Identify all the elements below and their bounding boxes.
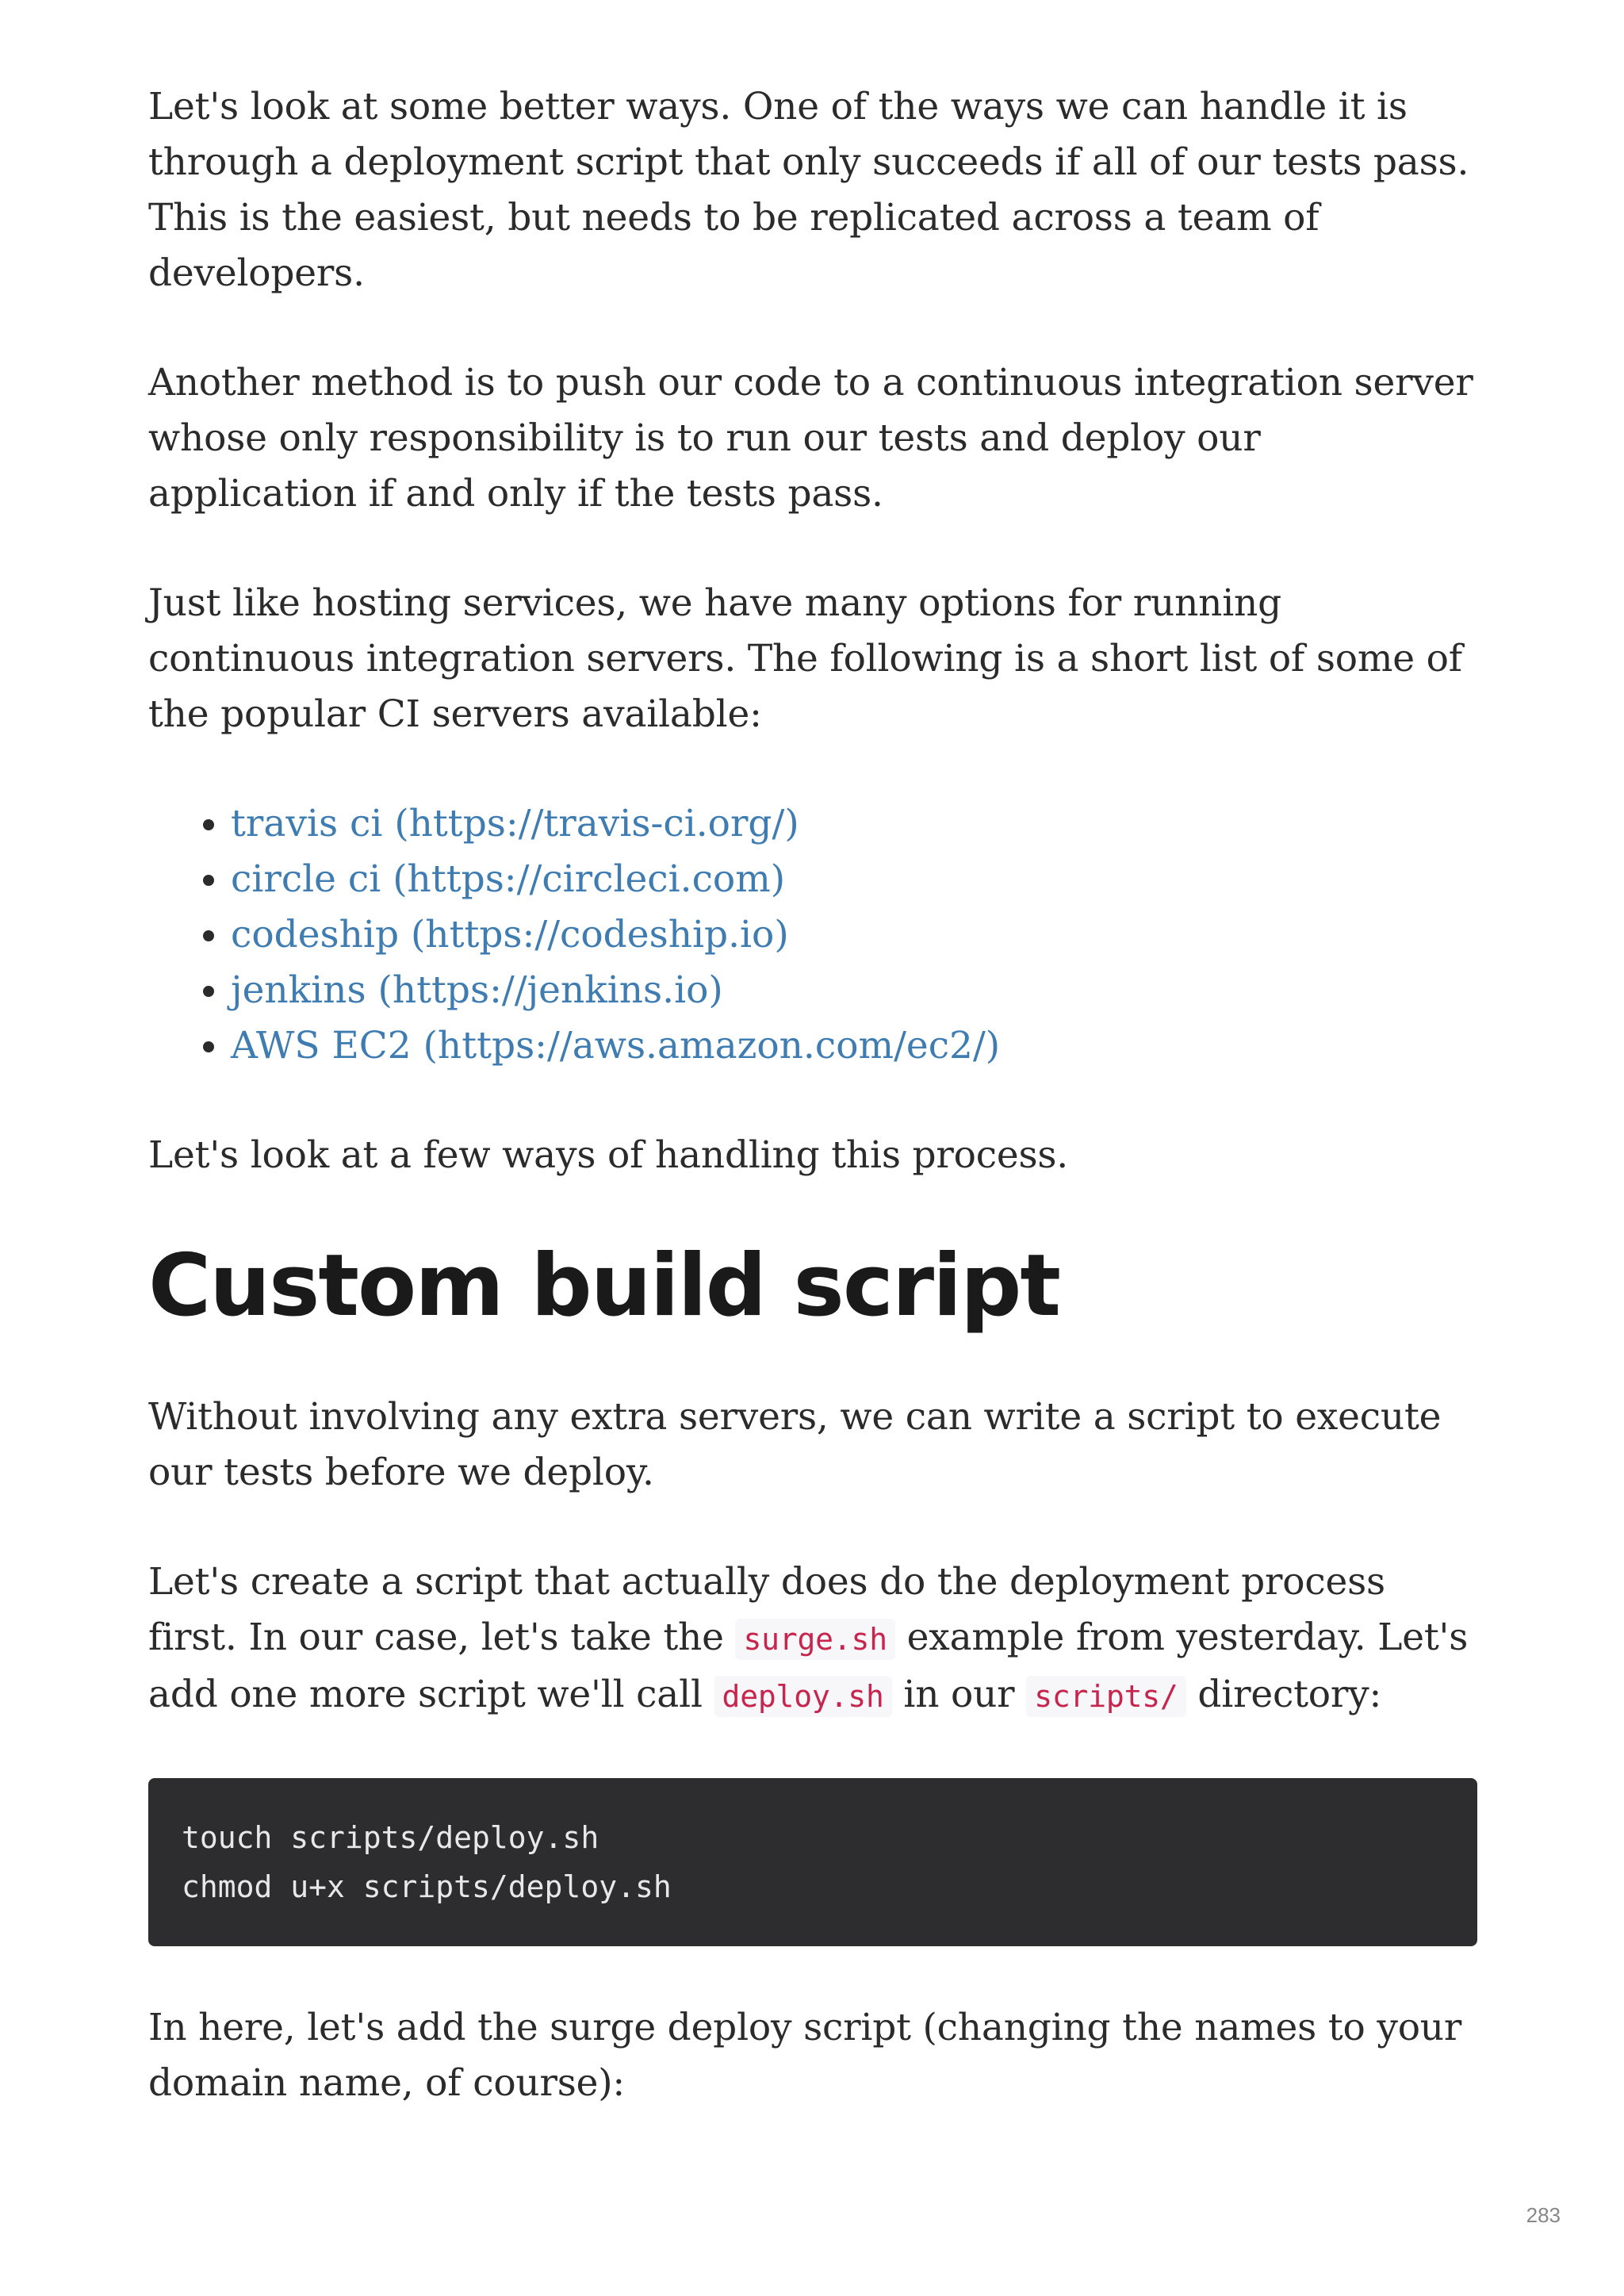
list-item (231, 907, 1477, 963)
paragraph-create-script (148, 1554, 1477, 1724)
page-number: 283 (1526, 2203, 1561, 2227)
list-item (231, 1018, 1477, 1074)
text-fragment: in our (891, 1673, 1027, 1716)
paragraph-without-servers: Without involving any extra servers, we can write a script to execute our tests before we deploy. (148, 1395, 1442, 1494)
text-fragment: Let's create a script that actually does do the deployment process first. In our case, let's take the (148, 1560, 1385, 1659)
text-fragment: example from yesterday. Let's add one more script we'll call (148, 1616, 1469, 1716)
text-fragment: directory: (1185, 1673, 1382, 1716)
list-item (231, 963, 1477, 1018)
inline-code-surge: surge.sh (735, 1619, 894, 1660)
list-item (231, 852, 1477, 907)
code-block (148, 1778, 1477, 1946)
link-codeship[interactable]: codeship (https://codeship.io) (231, 913, 789, 956)
code-line: touch scripts/deploy.sh (182, 1820, 599, 1855)
list-item (231, 796, 1477, 852)
paragraph-surge-script: In here, let's add the surge deploy script (changing the names to your domain name, of course): (148, 2006, 1462, 2105)
link-travis-ci[interactable]: travis ci (https://travis-ci.org/) (231, 802, 799, 845)
paragraph-few-ways: Let's look at a few ways of handling this process. (148, 1133, 1069, 1177)
link-jenkins[interactable]: jenkins (https://jenkins.io) (231, 968, 723, 1012)
link-aws-ec2[interactable]: AWS EC2 (https://aws.amazon.com/ec2/) (231, 1024, 1001, 1068)
inline-code-deploy: deploy.sh (714, 1676, 892, 1717)
code-line: chmod u+x scripts/deploy.sh (182, 1869, 672, 1904)
page-content (148, 79, 1477, 2165)
paragraph-ci-options: Just like hosting services, we have many options for running continuous integration servers. The following is a short list of some of the popular CI servers available: (148, 581, 1462, 736)
paragraph-better-ways: Let's look at some better ways. One of the ways we can handle it is through a deployment script that only succeeds if all of our tests pass. This is the easiest, but needs to be replicated across a team of developers. (148, 85, 1469, 295)
ci-server-list (148, 796, 1477, 1074)
section-heading: Custom build script (148, 1236, 1060, 1336)
inline-code-scripts: scripts/ (1026, 1676, 1185, 1717)
link-circle-ci[interactable]: circle ci (https://circleci.com) (231, 857, 786, 901)
paragraph-ci-server: Another method is to push our code to a continuous integration server whose only responsibility is to run our tests and deploy our application if and only if the tests pass. (148, 361, 1473, 516)
